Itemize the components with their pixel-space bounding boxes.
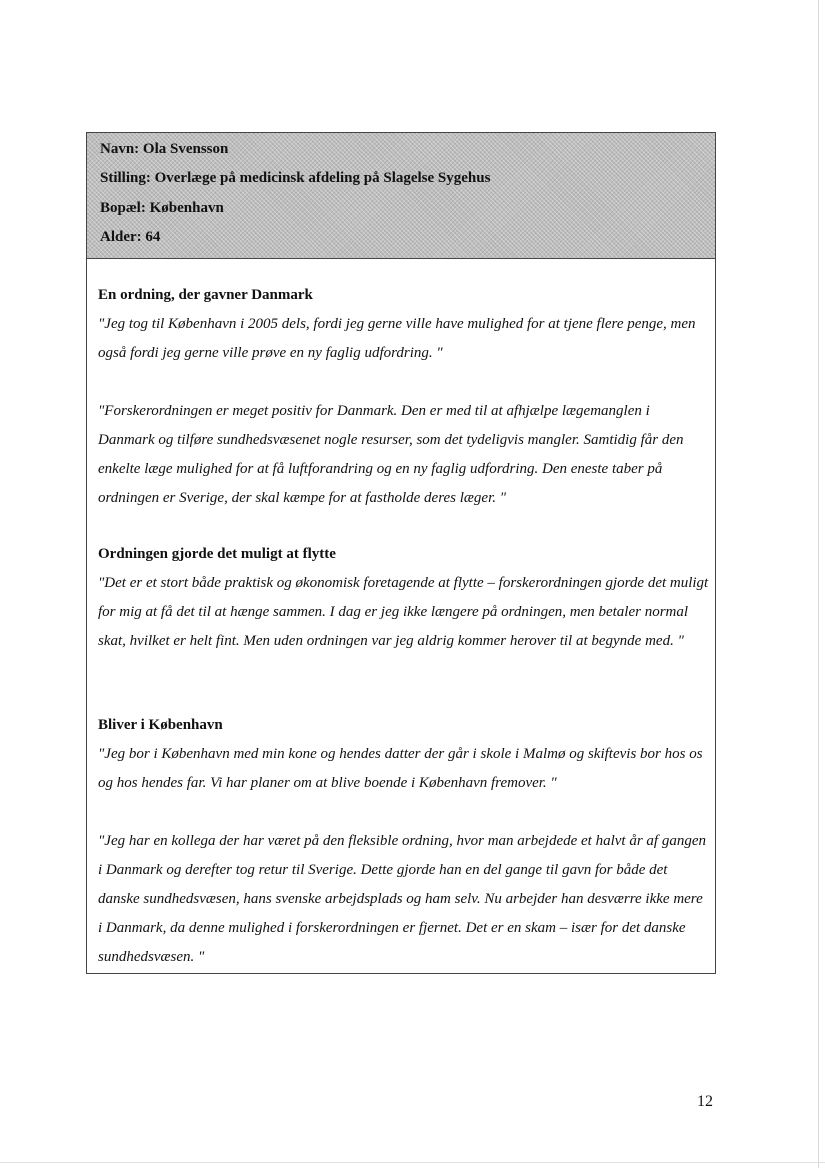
quote-1-1: "Jeg tog til København i 2005 dels, fordi jeg gerne ville have mulighed for at tjene flere penge, men også fordi jeg gerne ville prøve en ny faglig udfordring. " [98,316,696,361]
section-heading-1: En ordning, der gavner Danmark [98,287,313,303]
profile-box [86,132,716,974]
profile-header [87,133,715,259]
profile-position: Stilling: Overlæge på medicinsk afdeling på Slagelse Sygehus [100,170,491,186]
scan-edge-right [818,0,819,1168]
quote-3-2: "Jeg har en kollega der har været på den fleksible ordning, hvor man arbejdede et halvt år af gangen i Danmark og derefter tog retur til Sverige. Dette gjorde han en del gange til gavn for både det danske sundhedsvæsen, hans svenske arbejdsplads og ham selv. Nu arbejder han desværre ikke mere i Danmark, da denne mulighed i forskerordningen er fjernet. Det er en skam – især for det danske sundhedsvæsen. " [98,833,706,965]
section-heading-2: Ordningen gjorde det muligt at flytte [98,546,336,562]
quote-3-1: "Jeg bor i København med min kone og hendes datter der går i skole i Malmø og skiftevis bor hos os og hos hendes far. Vi har planer om at blive boende i København fremover. " [98,746,703,791]
quote-2-1: "Det er et stort både praktisk og økonomisk foretagende at flytte – forskerordningen gjorde det muligt for mig at få det til at hænge sammen. I dag er jeg ikke længere på ordningen, men betaler normal skat, hvilket er helt fint. Men uden ordningen var jeg aldrig kommer herover til at begynde med. " [98,575,709,649]
profile-residence: Bopæl: København [100,200,224,216]
quote-1-2: "Forskerordningen er meget positiv for Danmark. Den er med til at afhjælpe lægemanglen i Danmark og tilføre sundhedsvæsenet nogle resurser, som det tydeligvis mangler. Samtidig får den enkelte læge mulighed for at få luftforandring og en ny faglig udfordring. Den eneste taber på ordningen er Sverige, der skal kæmpe for at fastholde deres læger. " [98,403,684,506]
section-heading-3: Bliver i København [98,717,223,733]
profile-age: Alder: 64 [100,229,161,245]
page-number: 12 [697,1093,713,1110]
profile-name: Navn: Ola Svensson [100,141,229,157]
scan-edge-bottom [0,1162,825,1163]
